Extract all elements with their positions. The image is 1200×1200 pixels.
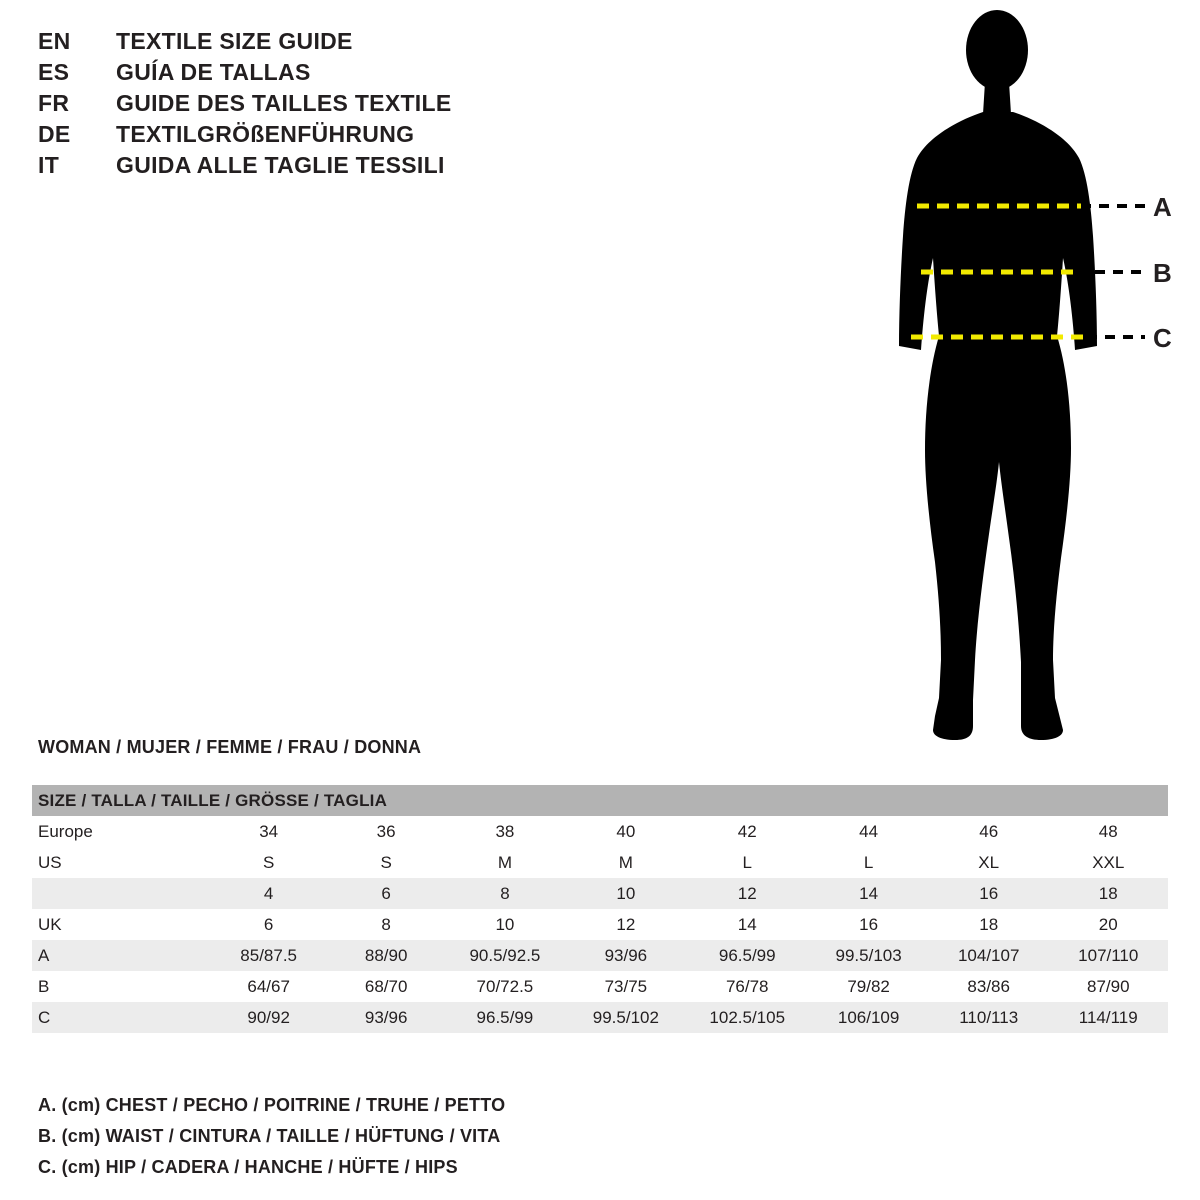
- language-code-de: DE: [38, 121, 71, 147]
- language-code-en: EN: [38, 28, 71, 54]
- cell: 79/82: [808, 971, 929, 1002]
- size-table-wrap: [32, 785, 1168, 1033]
- table-header-row: [32, 785, 1168, 816]
- cell: M: [566, 847, 687, 878]
- cell: 99.5/102: [566, 1002, 687, 1033]
- marker-label-c: C: [1153, 323, 1172, 353]
- cell: 93/96: [328, 1002, 444, 1033]
- cell: 8: [444, 878, 565, 909]
- cell: 12: [566, 909, 687, 940]
- page-title-fr: GUIDE DES TAILLES TEXTILE: [116, 90, 452, 116]
- cell: 48: [1049, 816, 1168, 847]
- table-row: [32, 816, 1168, 847]
- cell: 16: [808, 909, 929, 940]
- cell: 16: [929, 878, 1049, 909]
- cell: 102.5/105: [686, 1002, 808, 1033]
- cell: L: [686, 847, 808, 878]
- cell: 42: [686, 816, 808, 847]
- section-label-woman: WOMAN / MUJER / FEMME / FRAU / DONNA: [38, 737, 422, 757]
- cell: XL: [929, 847, 1049, 878]
- row-label: US: [32, 847, 209, 878]
- table-row: [32, 878, 1168, 909]
- language-code-es: ES: [38, 59, 70, 85]
- row-label: [32, 878, 209, 909]
- row-label: C: [32, 1002, 209, 1033]
- cell: 104/107: [929, 940, 1049, 971]
- cell: 85/87.5: [209, 940, 328, 971]
- cell: 96.5/99: [444, 1002, 565, 1033]
- legend-item-b: B. (cm) WAIST / CINTURA / TAILLE / HÜFTUNG / VITA: [38, 1126, 501, 1146]
- legend-item-a: A. (cm) CHEST / PECHO / POITRINE / TRUHE / PETTO: [38, 1095, 506, 1115]
- cell: 34: [209, 816, 328, 847]
- cell: 18: [1049, 878, 1168, 909]
- cell: 88/90: [328, 940, 444, 971]
- cell: 6: [328, 878, 444, 909]
- cell: 70/72.5: [444, 971, 565, 1002]
- cell: 44: [808, 816, 929, 847]
- row-label: Europe: [32, 816, 209, 847]
- cell: 38: [444, 816, 565, 847]
- cell: 73/75: [566, 971, 687, 1002]
- cell: 64/67: [209, 971, 328, 1002]
- page-title-de: TEXTILGRÖßENFÜHRUNG: [116, 121, 415, 147]
- row-label: B: [32, 971, 209, 1002]
- table-row: [32, 847, 1168, 878]
- title-row-fr: [38, 90, 558, 121]
- cell: 110/113: [929, 1002, 1049, 1033]
- cell: 14: [808, 878, 929, 909]
- cell: 18: [929, 909, 1049, 940]
- cell: 87/90: [1049, 971, 1168, 1002]
- cell: 10: [444, 909, 565, 940]
- cell: 107/110: [1049, 940, 1168, 971]
- table-header-label: SIZE / TALLA / TAILLE / GRÖSSE / TAGLIA: [32, 785, 1168, 816]
- marker-label-b: B: [1153, 258, 1172, 288]
- cell: 40: [566, 816, 687, 847]
- cell: S: [209, 847, 328, 878]
- cell: 99.5/103: [808, 940, 929, 971]
- cell: 68/70: [328, 971, 444, 1002]
- row-label: UK: [32, 909, 209, 940]
- cell: S: [328, 847, 444, 878]
- body-figure: [855, 10, 1185, 750]
- cell: M: [444, 847, 565, 878]
- cell: 8: [328, 909, 444, 940]
- cell: 14: [686, 909, 808, 940]
- page-title-es: GUÍA DE TALLAS: [116, 59, 311, 85]
- table-row: [32, 909, 1168, 940]
- cell: 12: [686, 878, 808, 909]
- title-row-es: [38, 59, 558, 90]
- cell: 106/109: [808, 1002, 929, 1033]
- cell: 90/92: [209, 1002, 328, 1033]
- title-row-de: [38, 121, 558, 152]
- cell: 76/78: [686, 971, 808, 1002]
- table-row: [32, 1002, 1168, 1033]
- title-block: [38, 28, 558, 183]
- table-row: [32, 940, 1168, 971]
- cell: 46: [929, 816, 1049, 847]
- page-title-it: GUIDA ALLE TAGLIE TESSILI: [116, 152, 445, 178]
- cell: XXL: [1049, 847, 1168, 878]
- cell: 6: [209, 909, 328, 940]
- language-code-fr: FR: [38, 90, 70, 116]
- legend: [38, 1090, 738, 1183]
- cell: 36: [328, 816, 444, 847]
- cell: 20: [1049, 909, 1168, 940]
- cell: 93/96: [566, 940, 687, 971]
- marker-label-a: A: [1153, 192, 1172, 222]
- cell: 4: [209, 878, 328, 909]
- cell: 83/86: [929, 971, 1049, 1002]
- title-row-it: [38, 152, 558, 183]
- female-silhouette-icon: [899, 10, 1097, 740]
- cell: L: [808, 847, 929, 878]
- cell: 114/119: [1049, 1002, 1168, 1033]
- table-row: [32, 971, 1168, 1002]
- title-row-en: [38, 28, 558, 59]
- cell: 96.5/99: [686, 940, 808, 971]
- cell: 10: [566, 878, 687, 909]
- cell: 90.5/92.5: [444, 940, 565, 971]
- row-label: A: [32, 940, 209, 971]
- page-title-en: TEXTILE SIZE GUIDE: [116, 28, 353, 54]
- size-table: [32, 785, 1168, 1033]
- legend-item-c: C. (cm) HIP / CADERA / HANCHE / HÜFTE / HIPS: [38, 1157, 458, 1177]
- language-code-it: IT: [38, 152, 60, 178]
